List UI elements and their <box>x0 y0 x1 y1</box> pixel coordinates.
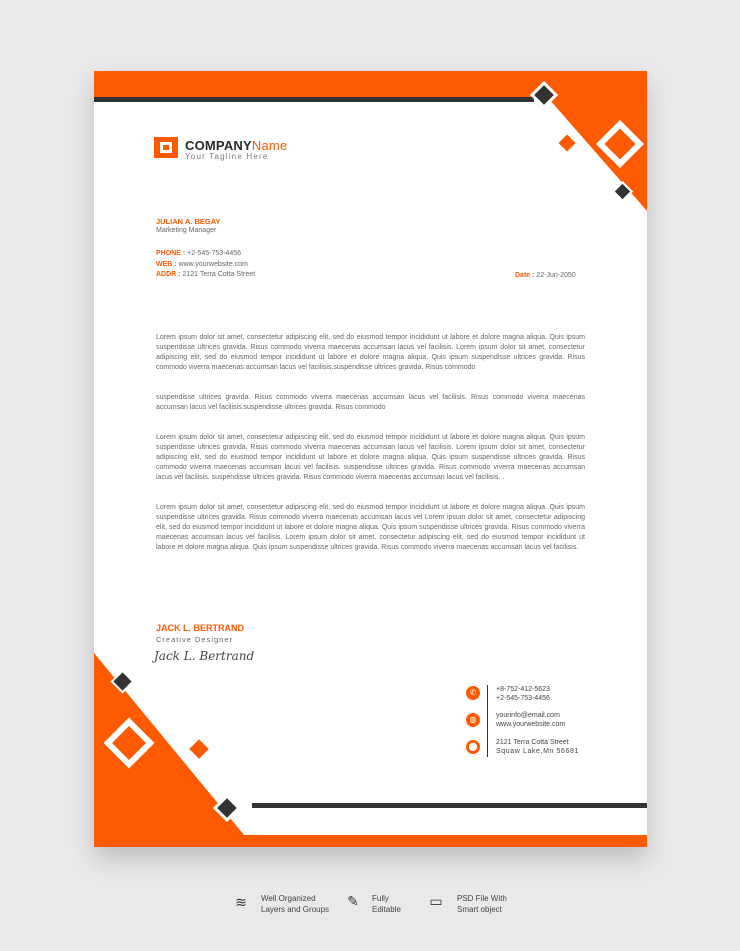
edit-icon: ✎ <box>347 893 359 909</box>
letter-date <box>515 271 576 281</box>
body-paragraph-2: suspendisse ultrices gravida. Risus commodo viverra maecenas accumsan lacus vel facilisis. Risus commodo viverra maecenas accumsan lacus vel facilisis.suspendisse ultrices gravida. Risus commodo <box>156 394 585 411</box>
feature-layers-line2: Layers and Groups <box>261 905 330 914</box>
contact-phone2: +2-545-753-4456 <box>496 695 550 702</box>
body-paragraph-4: Lorem ipsum dolor sit amet, consectetur adipiscing elit, sed do eiusmod tempor incididunt ut labore et dolore magna aliqua. Quis ipsum suspendisse ultrices gravida. Risus commodo viverra maecenas accumsan lacus vel Lorem ipsum dolor sit amet, consectetur adipiscing elit, sed do eiusmod tempor incididunt ut labore et dolore magna aliqua. Quis ipsum suspendisse ultrices gravida. Risus commodo viverra maecenas accumsan lacus vel facilisis. Lorem ipsum dolor sit amet, consectetur adipiscing elit, sed do eiusmod tempor incididunt ut labore et dolore magna aliqua. Quis ipsum suspendisse ultrices gravida. Risus commodo viverra maecenas accumsan lacus vel facilisis. <box>156 504 585 551</box>
contact-phone1: +8-752-412-5623 <box>496 686 550 693</box>
sender-addr <box>156 270 255 280</box>
contact-addr2: Squaw Lake,Mn 56681 <box>496 748 580 755</box>
letterhead-sheet <box>94 71 647 847</box>
company-name-light: Name <box>251 138 288 153</box>
bottom-rule-dark <box>252 803 647 808</box>
signer-title: Creative Designer <box>156 635 234 644</box>
contact-web: www.yourwebsite.com <box>496 721 566 728</box>
date-value: 22-Jun-2050 <box>536 272 576 279</box>
feature-editable <box>372 893 401 915</box>
globe-icon: ◍ <box>466 713 480 727</box>
contact-divider <box>487 685 488 757</box>
addr-value: 2121 Terra Cotta Street <box>182 271 256 278</box>
body-paragraph-3: Lorem ipsum dolor sit amet, consectetur adipiscing elit, sed do eiusmod tempor incididunt ut labore et dolore magna aliqua. Quis ipsum suspendisse ultrices gravida. Risus commodo viverra maecenas accumsan lacus vel facilisis. Lorem ipsum dolor sit amet, consectetur adipiscing elit, sed do eiusmod tempor incididunt ut labore et dolore magna aliqua. Quis ipsum suspendisse ultrices gravida. Risus commodo viverra maecenas accumsan lacus vel facilisis. suspendisse ultrices gravida. Risus commodo viverra maecenas accumsan lacus vel facilisis. suspendisse ultrices gravida. Risus commodo viverra maecenas accumsan lacus vel facilisis. . <box>156 434 585 481</box>
feature-psd <box>457 893 507 915</box>
sender-phone <box>156 249 241 259</box>
company-name-bold: COMPANY <box>185 138 252 153</box>
phone-value: +2-545-753-4456 <box>187 250 242 257</box>
feature-layers-line1: Well Organized <box>261 894 316 903</box>
contact-email: yourinfo@email.com <box>496 712 560 719</box>
company-logo-icon <box>154 137 178 158</box>
web-label: WEB : <box>156 261 177 268</box>
feature-psd-line1: PSD File With <box>457 894 507 903</box>
company-tagline: Your Tagline Here <box>185 152 269 161</box>
handwritten-signature: Jack L. Bertrand <box>154 649 255 663</box>
layers-icon: ≋ <box>235 894 247 910</box>
contact-addr1: 2121 Terra Cotta Street <box>496 739 569 746</box>
location-pin-icon: ⬤ <box>466 740 480 754</box>
sender-name: JULIAN A. BEGAY <box>156 217 221 226</box>
sender-web <box>156 260 248 270</box>
body-paragraph-1: Lorem ipsum dolor sit amet, consectetur adipiscing elit, sed do eiusmod tempor incididunt ut labore et dolore magna aliqua. Quis ipsum suspendisse ultrices gravida. Risus commodo viverra maecenas accumsan lacus vel facilisis. Lorem ipsum dolor sit amet, consectetur adipiscing elit, sed do eiusmod tempor incididunt ut labore et dolore magna aliqua. Quis ipsum suspendisse ultrices gravida. Risus commodo viverra maecenas accumsan lacus vel facilisis.suspendisse ultrices gravida. Risus commodo <box>156 334 585 371</box>
date-label: Date : <box>515 272 535 279</box>
file-icon: ▭ <box>429 893 443 909</box>
top-rule-dark <box>94 97 534 102</box>
signer-name: JACK L. BERTRAND <box>156 623 245 633</box>
addr-label: ADDR : <box>156 271 181 278</box>
sender-title: Marketing Manager <box>156 227 217 234</box>
feature-psd-line2: Smart object <box>457 905 502 914</box>
decor-diamond-outline <box>596 120 644 168</box>
web-value: www.yourwebsite.com <box>178 261 248 268</box>
feature-editable-line2: Editable <box>372 905 401 914</box>
feature-editable-line1: Fully <box>372 894 389 903</box>
phone-label: PHONE : <box>156 250 186 257</box>
company-name <box>185 138 287 153</box>
phone-icon: ✆ <box>466 686 480 700</box>
feature-layers <box>261 893 329 915</box>
